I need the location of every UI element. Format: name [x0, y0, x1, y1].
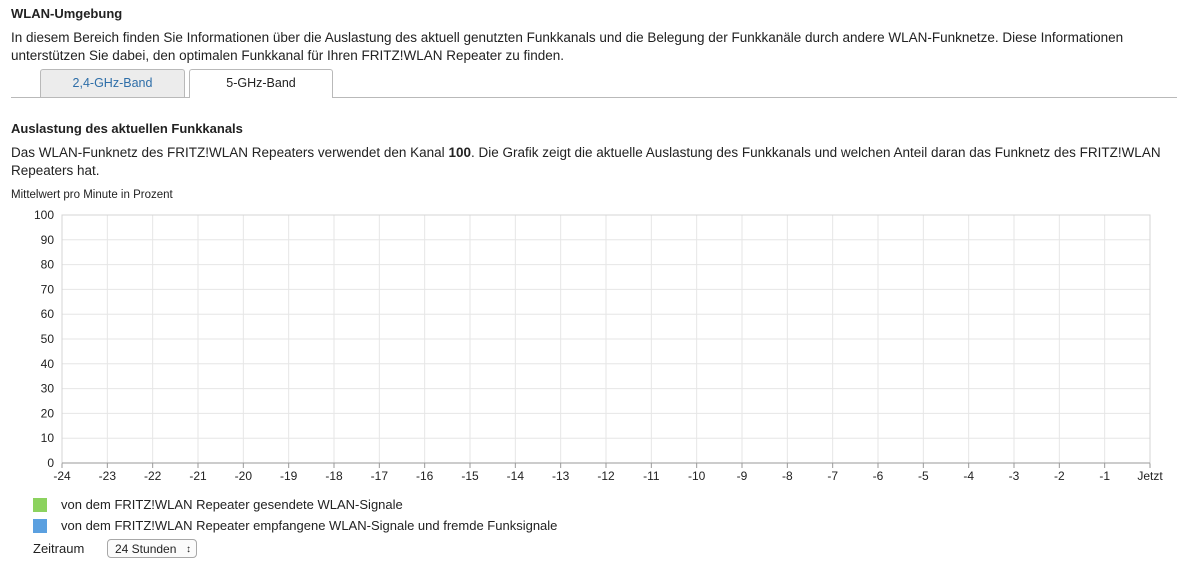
legend-received-swatch — [33, 519, 47, 533]
channel-number: 100 — [448, 145, 471, 160]
y-tick-label: 100 — [33, 208, 54, 222]
x-tick-label: -15 — [461, 469, 479, 483]
tab-2-4-ghz[interactable]: 2,4-GHz-Band — [40, 69, 185, 97]
y-tick-label: 20 — [40, 406, 54, 421]
x-tick-label: -19 — [279, 469, 298, 483]
y-tick-label: 10 — [40, 431, 54, 446]
tab-5-ghz[interactable]: 5-GHz-Band — [189, 69, 333, 98]
chart-ylabel: Mittelwert pro Minute in Prozent — [11, 189, 173, 201]
x-tick-label: -14 — [506, 469, 525, 483]
x-tick-label: -13 — [551, 469, 570, 483]
desc-after: . Die Grafik zeigt die aktuelle Auslastung des Funkkanals und welchen Anteil daran das Funknetz des FRITZ!WLAN Repeaters hat. — [11, 145, 1161, 178]
x-tick-label: -20 — [234, 469, 253, 483]
y-tick-label: 40 — [40, 356, 54, 371]
intro-text: In diesem Bereich finden Sie Informationen über die Auslastung des aktuell genutzten Funkkanals und die Belegung der Funkkanäle durch andere WLAN-Funknetze. Diese Informationen unterstützen Sie dabei, den optimalen Funkkanal für Ihren FRITZ!WLAN Repeater zu finden. — [11, 30, 1124, 63]
band-tabs — [11, 69, 1177, 98]
x-tick-label: -24 — [53, 469, 71, 483]
period-label: Zeitraum — [33, 541, 85, 556]
y-tick-label: 30 — [40, 381, 54, 396]
y-tick-label: 0 — [47, 456, 54, 470]
desc-before: Das WLAN-Funknetz des FRITZ!WLAN Repeaters verwendet den Kanal — [11, 145, 449, 160]
x-tick-label: -11 — [643, 469, 660, 483]
x-tick-label: -9 — [736, 469, 748, 483]
section-title: Auslastung des aktuellen Funkkanals — [11, 121, 243, 136]
x-tick-label: -18 — [325, 469, 343, 483]
x-tick-label: -23 — [98, 469, 117, 483]
x-tick-label: -10 — [687, 469, 706, 483]
legend-sent-swatch — [33, 498, 47, 512]
x-tick-label: -2 — [1053, 469, 1065, 483]
x-tick-label: -8 — [781, 469, 793, 483]
page-title: WLAN-Umgebung — [11, 6, 123, 21]
x-tick-label: Jetzt — [1137, 469, 1163, 483]
x-tick-label: -12 — [597, 469, 615, 483]
period-select[interactable] — [107, 539, 197, 558]
x-tick-label: -16 — [415, 469, 434, 483]
x-tick-label: -22 — [143, 469, 162, 483]
legend-sent-label: von dem FRITZ!WLAN Repeater gesendete WLAN-Signale — [61, 497, 403, 512]
y-tick-label: 90 — [40, 232, 54, 247]
x-tick-label: -6 — [872, 469, 884, 483]
period-selected-value: 24 Stunden — [115, 542, 177, 556]
x-tick-label: -17 — [370, 469, 389, 483]
x-tick-label: -7 — [827, 469, 839, 483]
x-tick-label: -4 — [963, 469, 975, 483]
utilization-chart — [0, 205, 1177, 485]
legend-received-label: von dem FRITZ!WLAN Repeater empfangene WLAN-Signale und fremde Funksignale — [61, 518, 558, 533]
y-tick-label: 60 — [40, 307, 54, 322]
select-arrows-icon: ↕ — [186, 544, 191, 555]
y-tick-label: 50 — [40, 332, 54, 346]
x-tick-label: -1 — [1099, 469, 1111, 483]
x-tick-label: -21 — [189, 469, 207, 483]
x-tick-label: -3 — [1008, 469, 1020, 483]
section-description — [11, 144, 1161, 180]
y-tick-label: 80 — [40, 257, 54, 272]
y-tick-label: 70 — [40, 282, 54, 297]
x-tick-label: -5 — [917, 469, 929, 483]
